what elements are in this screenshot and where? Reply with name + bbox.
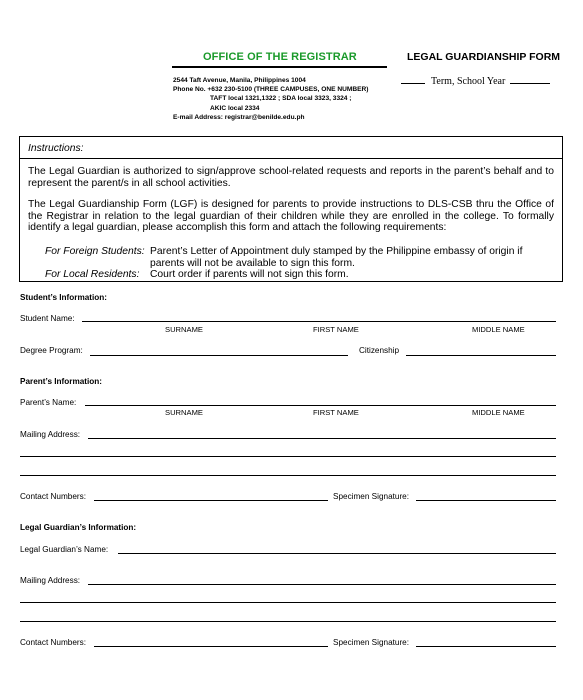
foreign-students-label: For Foreign Students: bbox=[45, 246, 145, 257]
form-title: LEGAL GUARDIANSHIP FORM bbox=[407, 51, 561, 63]
instructions-heading: Instructions: bbox=[28, 143, 84, 154]
instructions-box bbox=[19, 136, 563, 282]
parent-section-heading: Parent’s Information: bbox=[20, 377, 103, 386]
parent-signature-field[interactable] bbox=[416, 500, 556, 501]
email-line: E-mail Address: registrar@benilde.edu.ph bbox=[173, 113, 305, 121]
phone-line: Phone No. +632 230-5100 (THREE CAMPUSES, ONE NUMBER) bbox=[173, 86, 369, 94]
degree-program-field[interactable] bbox=[90, 355, 348, 356]
student-first-name-caption: FIRST NAME bbox=[313, 325, 359, 334]
address-line: 2544 Taft Avenue, Manila, Philippines 1004 bbox=[173, 77, 306, 84]
guardian-section-heading: Legal Guardian’s Information: bbox=[20, 523, 137, 532]
parent-mailing-address-field-3[interactable] bbox=[20, 475, 556, 476]
office-title: OFFICE OF THE REGISTRAR bbox=[203, 51, 357, 63]
parent-name-field[interactable] bbox=[85, 405, 556, 406]
parent-contact-label: Contact Numbers: bbox=[20, 492, 86, 501]
degree-program-label: Degree Program: bbox=[20, 346, 83, 355]
parent-mailing-address-label: Mailing Address: bbox=[20, 430, 81, 439]
student-middle-name-caption: MIDDLE NAME bbox=[472, 325, 525, 334]
instructions-paragraph-2: The Legal Guardianship Form (LGF) is designed for parents to provide instructions to DLS-CSB thru the Office of the Registrar in relation to the legal guardian of their children while they are enrolled in the college. To formally identify a legal guardian, please accomplish this form and attach the following requirements: bbox=[28, 199, 554, 234]
local-residents-label: For Local Residents: bbox=[45, 269, 140, 280]
parent-mailing-address-field-1[interactable] bbox=[88, 438, 556, 439]
guardian-mailing-address-field-1[interactable] bbox=[88, 584, 556, 585]
guardian-name-field[interactable] bbox=[118, 553, 556, 554]
school-year-field-line[interactable] bbox=[510, 83, 550, 84]
foreign-students-requirement: Parent’s Letter of Appointment duly stamped by the Philippine embassy of origin if parents will not be available to sign this form. bbox=[150, 246, 523, 269]
term-field-line[interactable] bbox=[401, 83, 425, 84]
guardian-name-label: Legal Guardian’s Name: bbox=[20, 545, 109, 554]
parent-middle-name-caption: MIDDLE NAME bbox=[472, 408, 525, 417]
guardian-signature-field[interactable] bbox=[416, 646, 556, 647]
instructions-divider bbox=[20, 158, 562, 159]
parent-mailing-address-field-2[interactable] bbox=[20, 456, 556, 457]
parent-surname-caption: SURNAME bbox=[165, 408, 203, 417]
guardian-mailing-address-field-3[interactable] bbox=[20, 621, 556, 622]
citizenship-label: Citizenship bbox=[359, 346, 400, 355]
guardian-contact-field[interactable] bbox=[94, 646, 328, 647]
student-surname-caption: SURNAME bbox=[165, 325, 203, 334]
student-name-label: Student Name: bbox=[20, 314, 75, 323]
guardian-mailing-address-field-2[interactable] bbox=[20, 602, 556, 603]
guardian-mailing-address-label: Mailing Address: bbox=[20, 576, 81, 585]
guardian-contact-label: Contact Numbers: bbox=[20, 638, 86, 647]
local-residents-requirement: Court order if parents will not sign this form. bbox=[150, 269, 349, 280]
parent-first-name-caption: FIRST NAME bbox=[313, 408, 359, 417]
local-numbers-line: TAFT local 1321,1322 ; SDA local 3323, 3324 ; bbox=[210, 95, 352, 103]
instructions-paragraph-1: The Legal Guardian is authorized to sign/approve school-related requests and reports in the parent’s behalf and to represent the parent/s in all school activities. bbox=[28, 166, 554, 189]
student-name-field[interactable] bbox=[82, 321, 556, 322]
parent-contact-field[interactable] bbox=[94, 500, 328, 501]
parent-name-label: Parent’s Name: bbox=[20, 398, 77, 407]
term-school-year-label: Term, School Year bbox=[431, 76, 506, 87]
student-section-heading: Student’s Information: bbox=[20, 293, 108, 302]
parent-signature-label: Specimen Signature: bbox=[333, 492, 410, 501]
registrar-address-block bbox=[173, 76, 368, 122]
guardian-signature-label: Specimen Signature: bbox=[333, 638, 410, 647]
office-title-rule bbox=[172, 66, 387, 68]
citizenship-field[interactable] bbox=[406, 355, 556, 356]
akic-local-line: AKIC local 2334 bbox=[210, 104, 260, 112]
